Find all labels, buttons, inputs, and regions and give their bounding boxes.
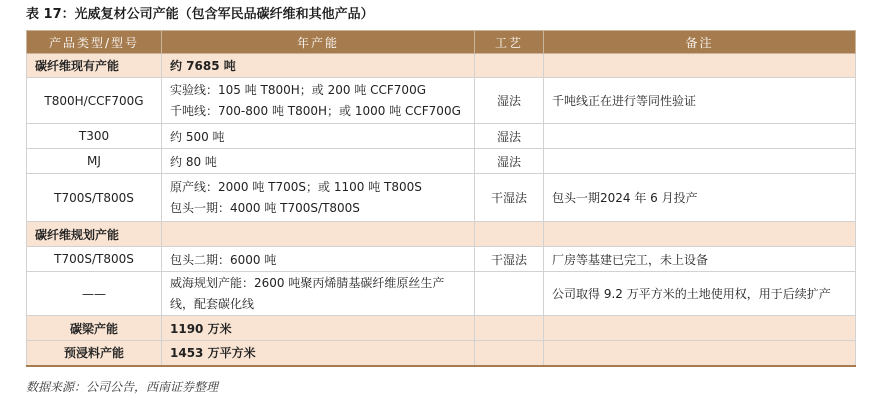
row-capacity	[162, 174, 475, 222]
row-capacity: 约 500 吨	[162, 124, 475, 149]
table-row	[27, 247, 856, 272]
row-process: 干湿法	[475, 174, 544, 222]
table-header-row	[27, 31, 856, 54]
row-note: 包头一期2024 年 6 月投产	[544, 174, 856, 222]
row-product: T700S/T800S	[27, 174, 162, 222]
row-note	[544, 54, 856, 78]
header-capacity: 年产能	[162, 31, 475, 54]
row-note	[544, 341, 856, 366]
row-process: 湿法	[475, 149, 544, 174]
row-note: 千吨线正在进行等同性验证	[544, 78, 856, 124]
capacity-table	[26, 30, 856, 367]
row-product: T700S/T800S	[27, 247, 162, 272]
table-row	[27, 316, 856, 341]
row-process	[475, 272, 544, 316]
row-product: ——	[27, 272, 162, 316]
row-product: 碳纤维规划产能	[27, 222, 162, 247]
table-row	[27, 124, 856, 149]
row-process: 湿法	[475, 124, 544, 149]
row-note	[544, 149, 856, 174]
row-process	[475, 54, 544, 78]
row-process: 干湿法	[475, 247, 544, 272]
row-capacity	[162, 78, 475, 124]
row-capacity: 包头二期：6000 吨	[162, 247, 475, 272]
header-note: 备注	[544, 31, 856, 54]
row-note: 厂房等基建已完工，未上设备	[544, 247, 856, 272]
capacity-line: 包头一期：4000 吨 T700S/T800S	[170, 200, 360, 215]
header-product: 产品类型/型号	[27, 31, 162, 54]
row-capacity: 1453 万平方米	[162, 341, 475, 366]
row-process	[475, 222, 544, 247]
row-process	[475, 316, 544, 341]
table-row	[27, 341, 856, 366]
row-process: 湿法	[475, 78, 544, 124]
capacity-line: 原产线：2000 吨 T700S；或 1100 吨 T800S	[170, 179, 422, 194]
data-source: 数据来源：公司公告，西南证券整理	[26, 380, 219, 394]
capacity-line: 威海规划产能：2600 吨聚丙烯腈基碳纤维原丝生产	[170, 275, 445, 290]
table-row	[27, 174, 856, 222]
table-row	[27, 149, 856, 174]
row-capacity: 1190 万米	[162, 316, 475, 341]
row-product: 碳纤维现有产能	[27, 54, 162, 78]
header-process: 工艺	[475, 31, 544, 54]
capacity-line: 线，配套碳化线	[170, 296, 255, 311]
capacity-line: 实验线：105 吨 T800H；或 200 吨 CCF700G	[170, 82, 427, 97]
row-note	[544, 124, 856, 149]
row-product: T300	[27, 124, 162, 149]
row-capacity	[162, 222, 475, 247]
table-title: 表 17：光威复材公司产能（包含军民品碳纤维和其他产品）	[26, 7, 374, 22]
row-capacity	[162, 272, 475, 316]
row-capacity: 约 80 吨	[162, 149, 475, 174]
row-note	[544, 222, 856, 247]
table-row	[27, 222, 856, 247]
row-capacity: 约 7685 吨	[162, 54, 475, 78]
row-process	[475, 341, 544, 366]
row-product: T800H/CCF700G	[27, 78, 162, 124]
row-product: 碳梁产能	[27, 316, 162, 341]
table-row	[27, 272, 856, 316]
table-row	[27, 54, 856, 78]
row-note: 公司取得 9.2 万平方米的土地使用权，用于后续扩产	[544, 272, 856, 316]
capacity-line: 千吨线：700-800 吨 T800H；或 1000 吨 CCF700G	[170, 103, 461, 118]
row-product: 预浸料产能	[27, 341, 162, 366]
row-note	[544, 316, 856, 341]
row-product: MJ	[27, 149, 162, 174]
table-row	[27, 78, 856, 124]
